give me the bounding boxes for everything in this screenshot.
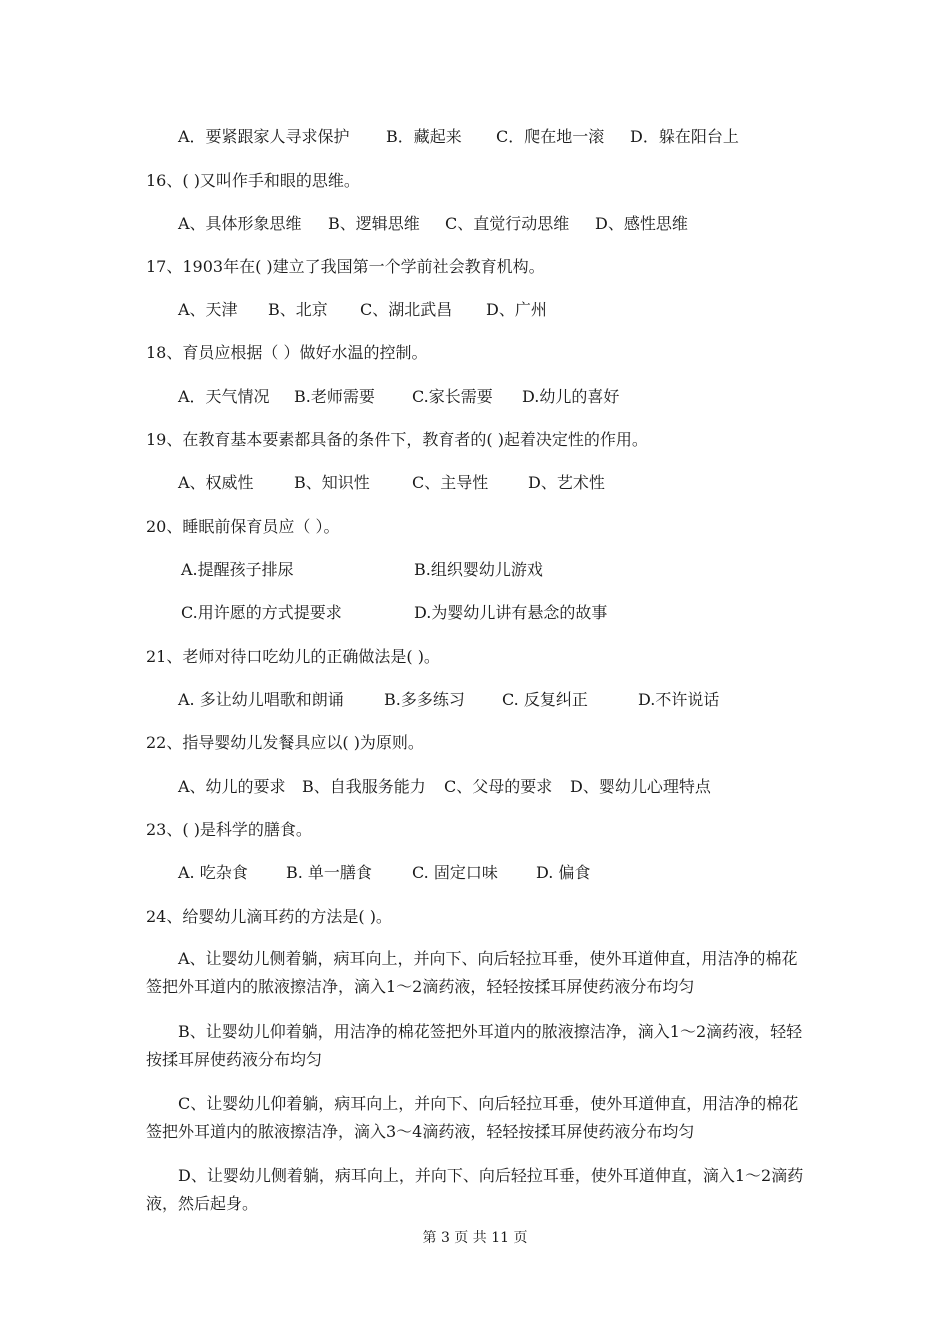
q19-option-d: D、艺术性 [528, 473, 605, 492]
q16-option-a: A、具体形象思维 [178, 214, 302, 233]
q21-option-d: D.不许说话 [638, 690, 720, 709]
q24-option-a: A、让婴幼儿侧着躺，病耳向上，并向下、向后轻拉耳垂，使外耳道伸直，用洁净的棉花签把外耳道内的脓液擦洁净，滴入1～2滴药液，轻轻按揉耳屏使药液分布均匀 [146, 949, 798, 996]
q23-option-c: C. 固定口味 [412, 863, 498, 882]
q22-option-c: C、父母的要求 [444, 777, 553, 796]
q19-option-c: C、主导性 [412, 473, 489, 492]
q21-stem: 21、老师对待口吃幼儿的正确做法是( )。 [146, 647, 440, 666]
q21-option-c: C. 反复纠正 [502, 690, 588, 709]
q16-option-b: B、逻辑思维 [328, 214, 420, 233]
q21-option-a: A. 多让幼儿唱歌和朗诵 [178, 690, 344, 709]
q20-option-a: A.提醒孩子排尿 [181, 560, 294, 579]
q18-option-b: B.老师需要 [294, 387, 375, 406]
q16-option-d: D、感性思维 [595, 214, 688, 233]
q24-stem: 24、给婴幼儿滴耳药的方法是( )。 [146, 907, 392, 926]
q23-option-d: D. 偏食 [536, 863, 591, 882]
page-number: 第 3 页 共 11 页 [422, 1230, 528, 1246]
q17-option-b: B、北京 [268, 300, 328, 319]
q20-stem: 20、睡眠前保育员应（ ）。 [146, 517, 340, 536]
q22-option-b: B、自我服务能力 [302, 777, 426, 796]
q16-options [178, 213, 688, 235]
q18-option-d: D.幼儿的喜好 [522, 387, 620, 406]
q15-option-a: A．要紧跟家人寻求保护 [178, 127, 350, 146]
q24-option-d: D、让婴幼儿侧着躺，病耳向上，并向下、向后轻拉耳垂，使外耳道伸直，滴入1～2滴药液，然后起身。 [146, 1166, 804, 1213]
q23-options [178, 862, 590, 884]
q21-options [178, 689, 719, 711]
q22-options [178, 776, 711, 798]
q15-option-c: C．爬在地一滚 [496, 127, 605, 146]
q15-option-d: D．躲在阳台上 [630, 127, 739, 146]
q23-option-b: B. 单一膳食 [286, 863, 372, 882]
q17-option-d: D、广州 [486, 300, 547, 319]
q22-option-a: A、幼儿的要求 [178, 777, 286, 796]
q16-stem: 16、( )又叫作手和眼的思维。 [146, 171, 360, 190]
q16-option-c: C、直觉行动思维 [445, 214, 570, 233]
q15-option-b: B．藏起来 [386, 127, 462, 146]
q21-option-b: B.多多练习 [384, 690, 465, 709]
q24-option-c: C、让婴幼儿仰着躺，病耳向上，并向下、向后轻拉耳垂，使外耳道伸直，用洁净的棉花签把外耳道内的脓液擦洁净，滴入3～4滴药液，轻轻按揉耳屏使药液分布均匀 [146, 1094, 799, 1141]
q19-option-b: B、知识性 [294, 473, 370, 492]
q20-options-row2 [181, 602, 607, 624]
q15-options [178, 126, 739, 148]
q22-option-d: D、婴幼儿心理特点 [570, 777, 711, 796]
q20-options-row1 [181, 559, 543, 581]
q22-stem: 22、指导婴幼儿发餐具应以( )为原则。 [146, 733, 424, 752]
q23-stem: 23、( )是科学的膳食。 [146, 820, 312, 839]
q18-option-c: C.家长需要 [412, 387, 493, 406]
q19-option-a: A、权威性 [178, 473, 254, 492]
q23-option-a: A. 吃杂食 [178, 863, 248, 882]
q20-option-c: C.用许愿的方式提要求 [181, 603, 342, 622]
q17-stem: 17、1903年在( )建立了我国第一个学前社会教育机构。 [146, 257, 545, 276]
q19-options [178, 472, 605, 494]
q20-option-b: B.组织婴幼儿游戏 [414, 560, 543, 579]
q18-stem: 18、育员应根据（ ）做好水温的控制。 [146, 343, 428, 362]
q18-options [178, 386, 619, 408]
q17-option-a: A、天津 [178, 300, 238, 319]
q18-option-a: A．天气情况 [178, 387, 270, 406]
q17-option-c: C、湖北武昌 [360, 300, 453, 319]
q19-stem: 19、在教育基本要素都具备的条件下，教育者的( )起着决定性的作用。 [146, 430, 648, 449]
q17-options [178, 299, 547, 321]
q24-option-b: B、让婴幼儿仰着躺，用洁净的棉花签把外耳道内的脓液擦洁净，滴入1～2滴药液，轻轻按揉耳屏使药液分布均匀 [146, 1022, 803, 1069]
q20-option-d: D.为婴幼儿讲有悬念的故事 [414, 603, 608, 622]
